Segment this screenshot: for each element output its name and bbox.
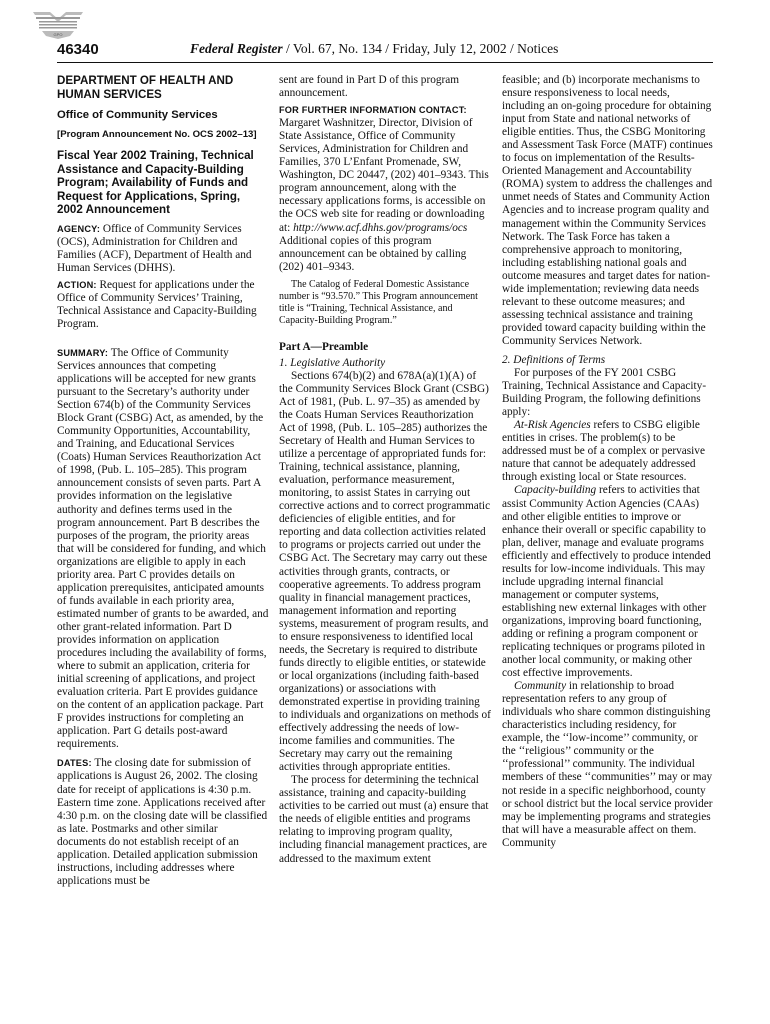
definition-text: refers to activities that assist Community Action Agencies (CAAs) and other eligible entities to improve or enhance their overall or specific capability to plan, deliver, manage and evaluate programs efficiently and effectively to produce intended results for low-income individuals. This may include upgrading internal financial management or computer systems, establishing new external linkages with other organizations, improving board functioning, adding or refining a program component or replicating techniques or programs piloted in another local community, or making other cost effective improvements. [502, 484, 711, 680]
summary-text: The Office of Community Services announces that competing applications will be accepted for new grants pursuant to the Secretary’s authority under Section 674(b) of the Community Services Block Grant (CSBG) Act, as amended, by the Community Opportunities, Accountability, and Training, and Educational Services (Coats) Human Services Reauthorization Act of 1998, (Pub. L. 105–285). This program announcement consists of seven parts. Part A provides information on the legislative authority and defines terms used in the program announcement. Part B describes the purposes of the program, the priority areas that will be considered for funding, and which organizations are eligible to apply in each priority area. Part C provides details on application prerequisites, anticipated amounts of funds available in each priority area, estimated number of grants to be awarded, and other grant-related information. Part D provides information on application procedures including the availability of forms, where to submit an application, criteria for initial screening of applications, and project evaluation criteria. Part E provides guidance on the content of an application package. Part F provides instructions for completing an application. Part G details post-award requirements. [57, 346, 269, 751]
contact-paragraph [279, 104, 491, 274]
definition-at-risk [502, 419, 713, 484]
definition-text: in relationship to broad representation refers to any group of individuals who share common distinguishing characteristics including residency, for example, the ‘‘low-income’’ community, or the ‘‘religious’’ community or the ‘‘professional’’ community. The individual members of these ‘‘communities’’ may or may not reside in a specific neighborhood, county or school district but the local service provider may be implementing programs and strategies that will have a measurable affect on them. Community [502, 680, 713, 849]
journal-name: Federal Register [190, 41, 283, 56]
dates-label: DATES: [57, 758, 92, 769]
summary-label: SUMMARY: [57, 347, 109, 358]
term-at-risk: At-Risk Agencies [514, 419, 591, 432]
contact-text-a: Margaret Washnitzer, Director, Division of State Assistance, Office of Community Services, Administration for Children and Families, 370 L’Enfant Promenade, SW, Washington, DC 20447, (202) 401–9343. This program announcement, along with the necessary applications forms, is accessible on the OCS web site for reading or downloading at: [279, 117, 489, 234]
column-3 [502, 74, 713, 850]
running-head [190, 41, 558, 57]
page-number: 46340 [57, 41, 99, 58]
agency-text: Office of Community Services (OCS), Administration for Children and Families (ACF), Department of Health and Human Services (DHHS). [57, 222, 252, 274]
action-text: Request for applications under the Office of Community Services’ Training, Technical Assistance and Capacity-Building Program. [57, 278, 257, 330]
summary-paragraph [57, 347, 269, 751]
dates-paragraph [57, 757, 269, 887]
legislative-paragraph-1: Sections 674(b)(2) and 678A(a)(1)(A) of the Community Services Block Grant (CSBG) Act of 1981, (Pub. L. 97–35) as amended by the Coats Human Services Reauthorization Act of 1998, (Pub. L. 105–285) authorizes the Secretary of Health and Human Services to utilize a percentage of appropriated funds for: Training, technical assistance, planning, evaluation, performance measurement, monitoring, to assist States in carrying out corrective actions and to correct programmatic deficiencies of eligible entities, and for reporting and data collection activities related to programs or projects carried out under the CSBG Act. The Secretary may carry out these activities through grants, contracts, or cooperative agreements. To address program quality in financial management practices, management information and reporting systems, measurement of program results, and to ensure responsiveness to identified local needs, the Secretary is required to distribute funds directly to eligible entities, or statewide or local organizations (including faith-based organizations) or associations with demonstrated expertise in providing training to individuals and organizations on methods of effectively addressing the needs of low-income families and communities. The Secretary may carry out the remaining activities through appropriate entities. [279, 369, 491, 774]
action-label: ACTION: [57, 279, 97, 290]
column-1 [57, 74, 269, 888]
dates-text: The closing date for submission of applications is August 26, 2002. The closing date for receipt of applications is 4:30 p.m. Eastern time zone. Applications received after 4:30 p.m. on the closing date will be classified as late. Postmarks and other similar documents do not establish receipt of an application. Detailed application submission instructions, including addresses where applications must be [57, 757, 268, 887]
action-paragraph [57, 279, 269, 331]
agency-label: AGENCY: [57, 223, 101, 234]
ocs-website-link[interactable]: http://www.acf.dhhs.gov/programs/ocs [293, 221, 468, 234]
agency-heading: DEPARTMENT OF HEALTH AND HUMAN SERVICES [57, 74, 234, 101]
contact-text-b: Additional copies of this program announcement can be obtained by calling (202) 401–9343. [279, 234, 467, 273]
header-rule [57, 62, 713, 63]
office-heading: Office of Community Services [57, 109, 218, 121]
gpo-authentication-logo [30, 10, 86, 40]
definition-community [502, 680, 713, 850]
continued-text: feasible; and (b) incorporate mechanisms to ensure responsiveness to local needs, including an on-going procedure for obtaining input from State and national networks of eligible entities. Thus, the CSBG Monitoring and Assessment Task Force (MATF) continues to focus on implementation of the Results-Oriented Management and Accountability (ROMA) system to address the challenges and unmet needs of States and Community Action Agencies and to increase program quality and management within the Community Services Network. The Task Force has taken a comprehensive approach to monitoring, including establishing national goals and outcome measures and target dates for nation-wide implementation; reviewing data needs relevant to these outcome measures; and assessing technical assistance and training provided toward capacity building within the Community Services Network. [502, 74, 713, 347]
legislative-paragraph-2: The process for determining the technical assistance, training and capacity-building activities to be carried out must (a) ensure that the needs of eligible entities and programs relating to improving program quality, including financial management practices, are addressed to the maximum extent [279, 774, 489, 865]
agency-paragraph [57, 223, 269, 275]
svg-text:GPO: GPO [53, 32, 63, 37]
definitions-heading: 2. Definitions of Terms [502, 353, 606, 366]
program-number: [Program Announcement No. OCS 2002–13] [57, 129, 257, 141]
contact-label: FOR FURTHER INFORMATION CONTACT: [279, 105, 467, 116]
legislative-heading: 1. Legislative Authority [279, 356, 386, 369]
definition-capacity-building [502, 484, 713, 680]
definitions-intro: For purposes of the FY 2001 CSBG Training, Technical Assistance and Capacity-Building Program, the following definitions apply: [502, 367, 707, 419]
catalog-note: The Catalog of Federal Domestic Assistance number is “93.570.” This Program announcement title is “Training, Technical Assistance, and Capacity-Building Program.” [279, 278, 478, 326]
term-community: Community [514, 680, 567, 693]
definition-text: refers to CSBG eligible entities in crises. The problem(s) to be addressed must be of a complex or pervasive nature that cannot be adequately addressed through existing local or State resources. [502, 419, 705, 484]
notice-title: Fiscal Year 2002 Training, Technical Assistance and Capacity-Building Program; Availability of Funds and Request for Applications, Spring, 2002 Announcement [57, 149, 254, 217]
continued-text: sent are found in Part D of this program announcement. [279, 74, 460, 100]
citation: / Vol. 67, No. 134 / Friday, July 12, 2002 / Notices [282, 41, 559, 56]
column-2 [279, 74, 491, 866]
part-a-heading: Part A—Preamble [279, 340, 369, 353]
term-capacity-building: Capacity-building [514, 484, 597, 497]
